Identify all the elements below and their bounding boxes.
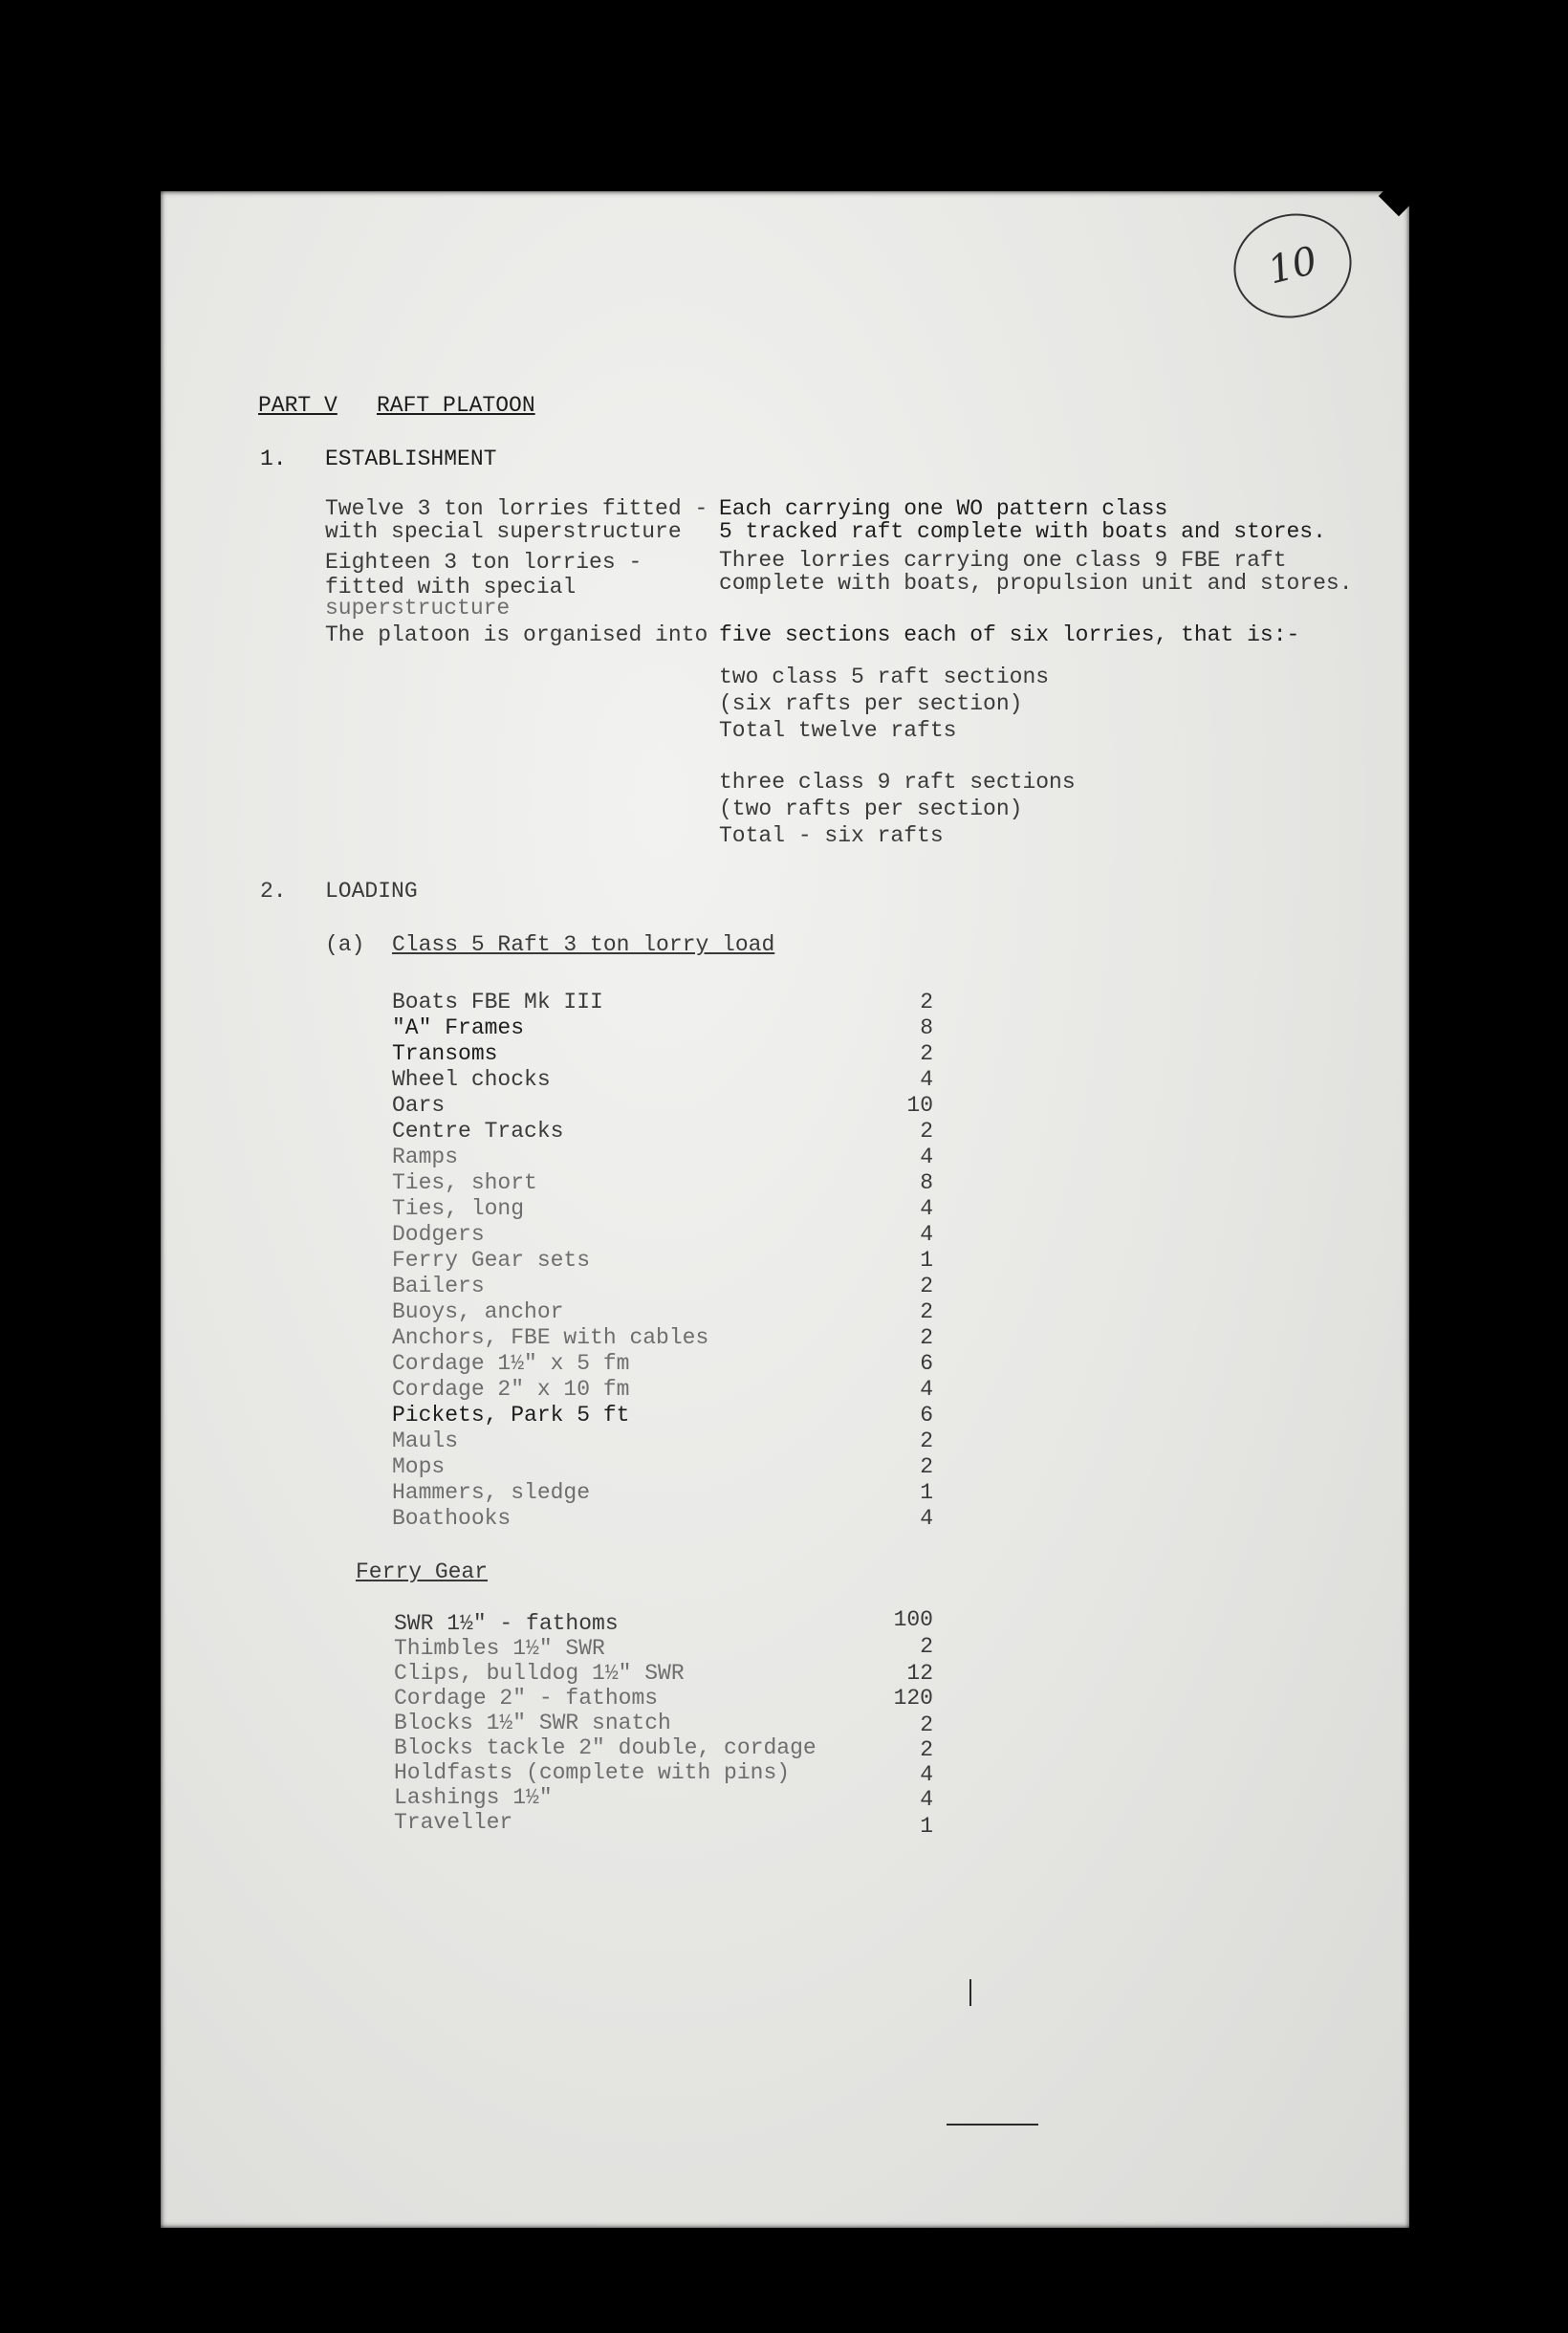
pencil-tick-mark — [969, 1979, 971, 2006]
item-qty: 2 — [920, 1299, 933, 1324]
part-title: RAFT PLATOON — [377, 393, 535, 418]
left-line: The platoon is organised into — [325, 622, 708, 647]
item-name: Hammers, sledge — [392, 1480, 591, 1505]
item-qty: 4 — [920, 1067, 933, 1092]
item-qty: 4 — [920, 1762, 933, 1787]
subsection-label: (a) — [325, 932, 365, 957]
item-name: Mops — [392, 1454, 446, 1479]
section-2-number: 2. — [260, 879, 287, 904]
item-qty: 2 — [920, 1454, 933, 1479]
item-qty: 2 — [920, 1274, 933, 1298]
right-line: complete with boats, propulsion unit and stores. — [719, 571, 1353, 596]
item-qty: 2 — [920, 1737, 933, 1762]
item-name: Thimbles 1½" SWR — [394, 1636, 605, 1661]
right-line: Each carrying one WO pattern class — [719, 496, 1168, 521]
left-line: superstructure — [325, 596, 511, 621]
item-name: Pickets, Park 5 ft — [392, 1403, 630, 1428]
item-qty: 4 — [920, 1145, 933, 1169]
item-name: "A" Frames — [392, 1015, 525, 1040]
item-name: Cordage 1½" x 5 fm — [392, 1351, 630, 1376]
group-b-line: Total - six rafts — [719, 823, 944, 848]
item-qty: 12 — [906, 1661, 933, 1686]
item-qty: 120 — [893, 1686, 933, 1711]
item-name: Boathooks — [392, 1506, 512, 1531]
item-qty: 2 — [920, 1634, 933, 1659]
item-qty: 1 — [920, 1814, 933, 1839]
item-qty: 8 — [920, 1015, 933, 1040]
item-qty: 1 — [920, 1480, 933, 1505]
item-qty: 8 — [920, 1170, 933, 1195]
item-name: Ferry Gear sets — [392, 1248, 591, 1273]
item-qty: 2 — [920, 1712, 933, 1737]
item-name: Centre Tracks — [392, 1119, 564, 1144]
section-2-title: LOADING — [325, 879, 418, 904]
section-1-title: ESTABLISHMENT — [325, 447, 497, 471]
pencil-dash-mark — [947, 2124, 1038, 2126]
item-name: Holdfasts (complete with pins) — [394, 1760, 791, 1785]
item-qty: 4 — [920, 1222, 933, 1247]
group-b-line: three class 9 raft sections — [719, 770, 1076, 795]
item-name: Traveller — [394, 1810, 513, 1835]
item-qty: 4 — [920, 1506, 933, 1531]
item-qty: 2 — [920, 990, 933, 1014]
right-line: five sections each of six lorries, that is:- — [719, 622, 1300, 647]
item-qty: 2 — [920, 1325, 933, 1350]
item-qty: 4 — [920, 1196, 933, 1221]
item-name: SWR 1½" - fathoms — [394, 1611, 619, 1636]
item-name: Transoms — [392, 1041, 498, 1066]
item-name: Oars — [392, 1093, 446, 1118]
item-qty: 10 — [906, 1093, 933, 1118]
item-name: Blocks 1½" SWR snatch — [394, 1711, 671, 1735]
item-qty: 2 — [920, 1428, 933, 1453]
group-b-line: (two rafts per section) — [719, 796, 1023, 821]
item-name: Ties, long — [392, 1196, 525, 1221]
item-name: Lashings 1½" — [394, 1785, 553, 1810]
item-name: Buoys, anchor — [392, 1299, 564, 1324]
item-name: Ramps — [392, 1145, 459, 1169]
item-name: Clips, bulldog 1½" SWR — [394, 1661, 685, 1686]
left-line: Twelve 3 ton lorries fitted - — [325, 496, 708, 521]
item-qty: 6 — [920, 1403, 933, 1428]
ferry-gear-title: Ferry Gear — [356, 1559, 489, 1584]
item-qty: 2 — [920, 1119, 933, 1144]
folded-corner — [1379, 176, 1419, 216]
item-name: Boats FBE Mk III — [392, 990, 603, 1014]
item-name: Anchors, FBE with cables — [392, 1325, 709, 1350]
group-a-line: (six rafts per section) — [719, 691, 1023, 716]
section-1-number: 1. — [260, 447, 287, 471]
right-line: 5 tracked raft complete with boats and stores. — [719, 519, 1326, 544]
item-name: Blocks tackle 2" double, cordage — [394, 1735, 817, 1760]
item-name: Wheel chocks — [392, 1067, 551, 1092]
left-line: Eighteen 3 ton lorries - — [325, 550, 642, 575]
right-line: Three lorries carrying one class 9 FBE raft — [719, 548, 1287, 573]
item-name: Ties, short — [392, 1170, 537, 1195]
item-qty: 1 — [920, 1248, 933, 1273]
item-name: Cordage 2" - fathoms — [394, 1686, 659, 1711]
item-name: Mauls — [392, 1428, 459, 1453]
item-qty: 100 — [893, 1607, 933, 1632]
item-qty: 2 — [920, 1041, 933, 1066]
group-a-line: Total twelve rafts — [719, 718, 957, 743]
item-qty: 6 — [920, 1351, 933, 1376]
page-number: 10 — [1263, 238, 1322, 294]
subsection-title: Class 5 Raft 3 ton lorry load — [392, 932, 775, 957]
item-qty: 4 — [920, 1787, 933, 1812]
group-a-line: two class 5 raft sections — [719, 665, 1050, 689]
item-qty: 4 — [920, 1377, 933, 1402]
item-name: Cordage 2" x 10 fm — [392, 1377, 630, 1402]
item-name: Bailers — [392, 1274, 485, 1298]
left-line: with special superstructure — [325, 519, 682, 544]
part-label: PART V — [258, 393, 338, 418]
item-name: Dodgers — [392, 1222, 485, 1247]
left-line: fitted with special — [325, 575, 577, 600]
